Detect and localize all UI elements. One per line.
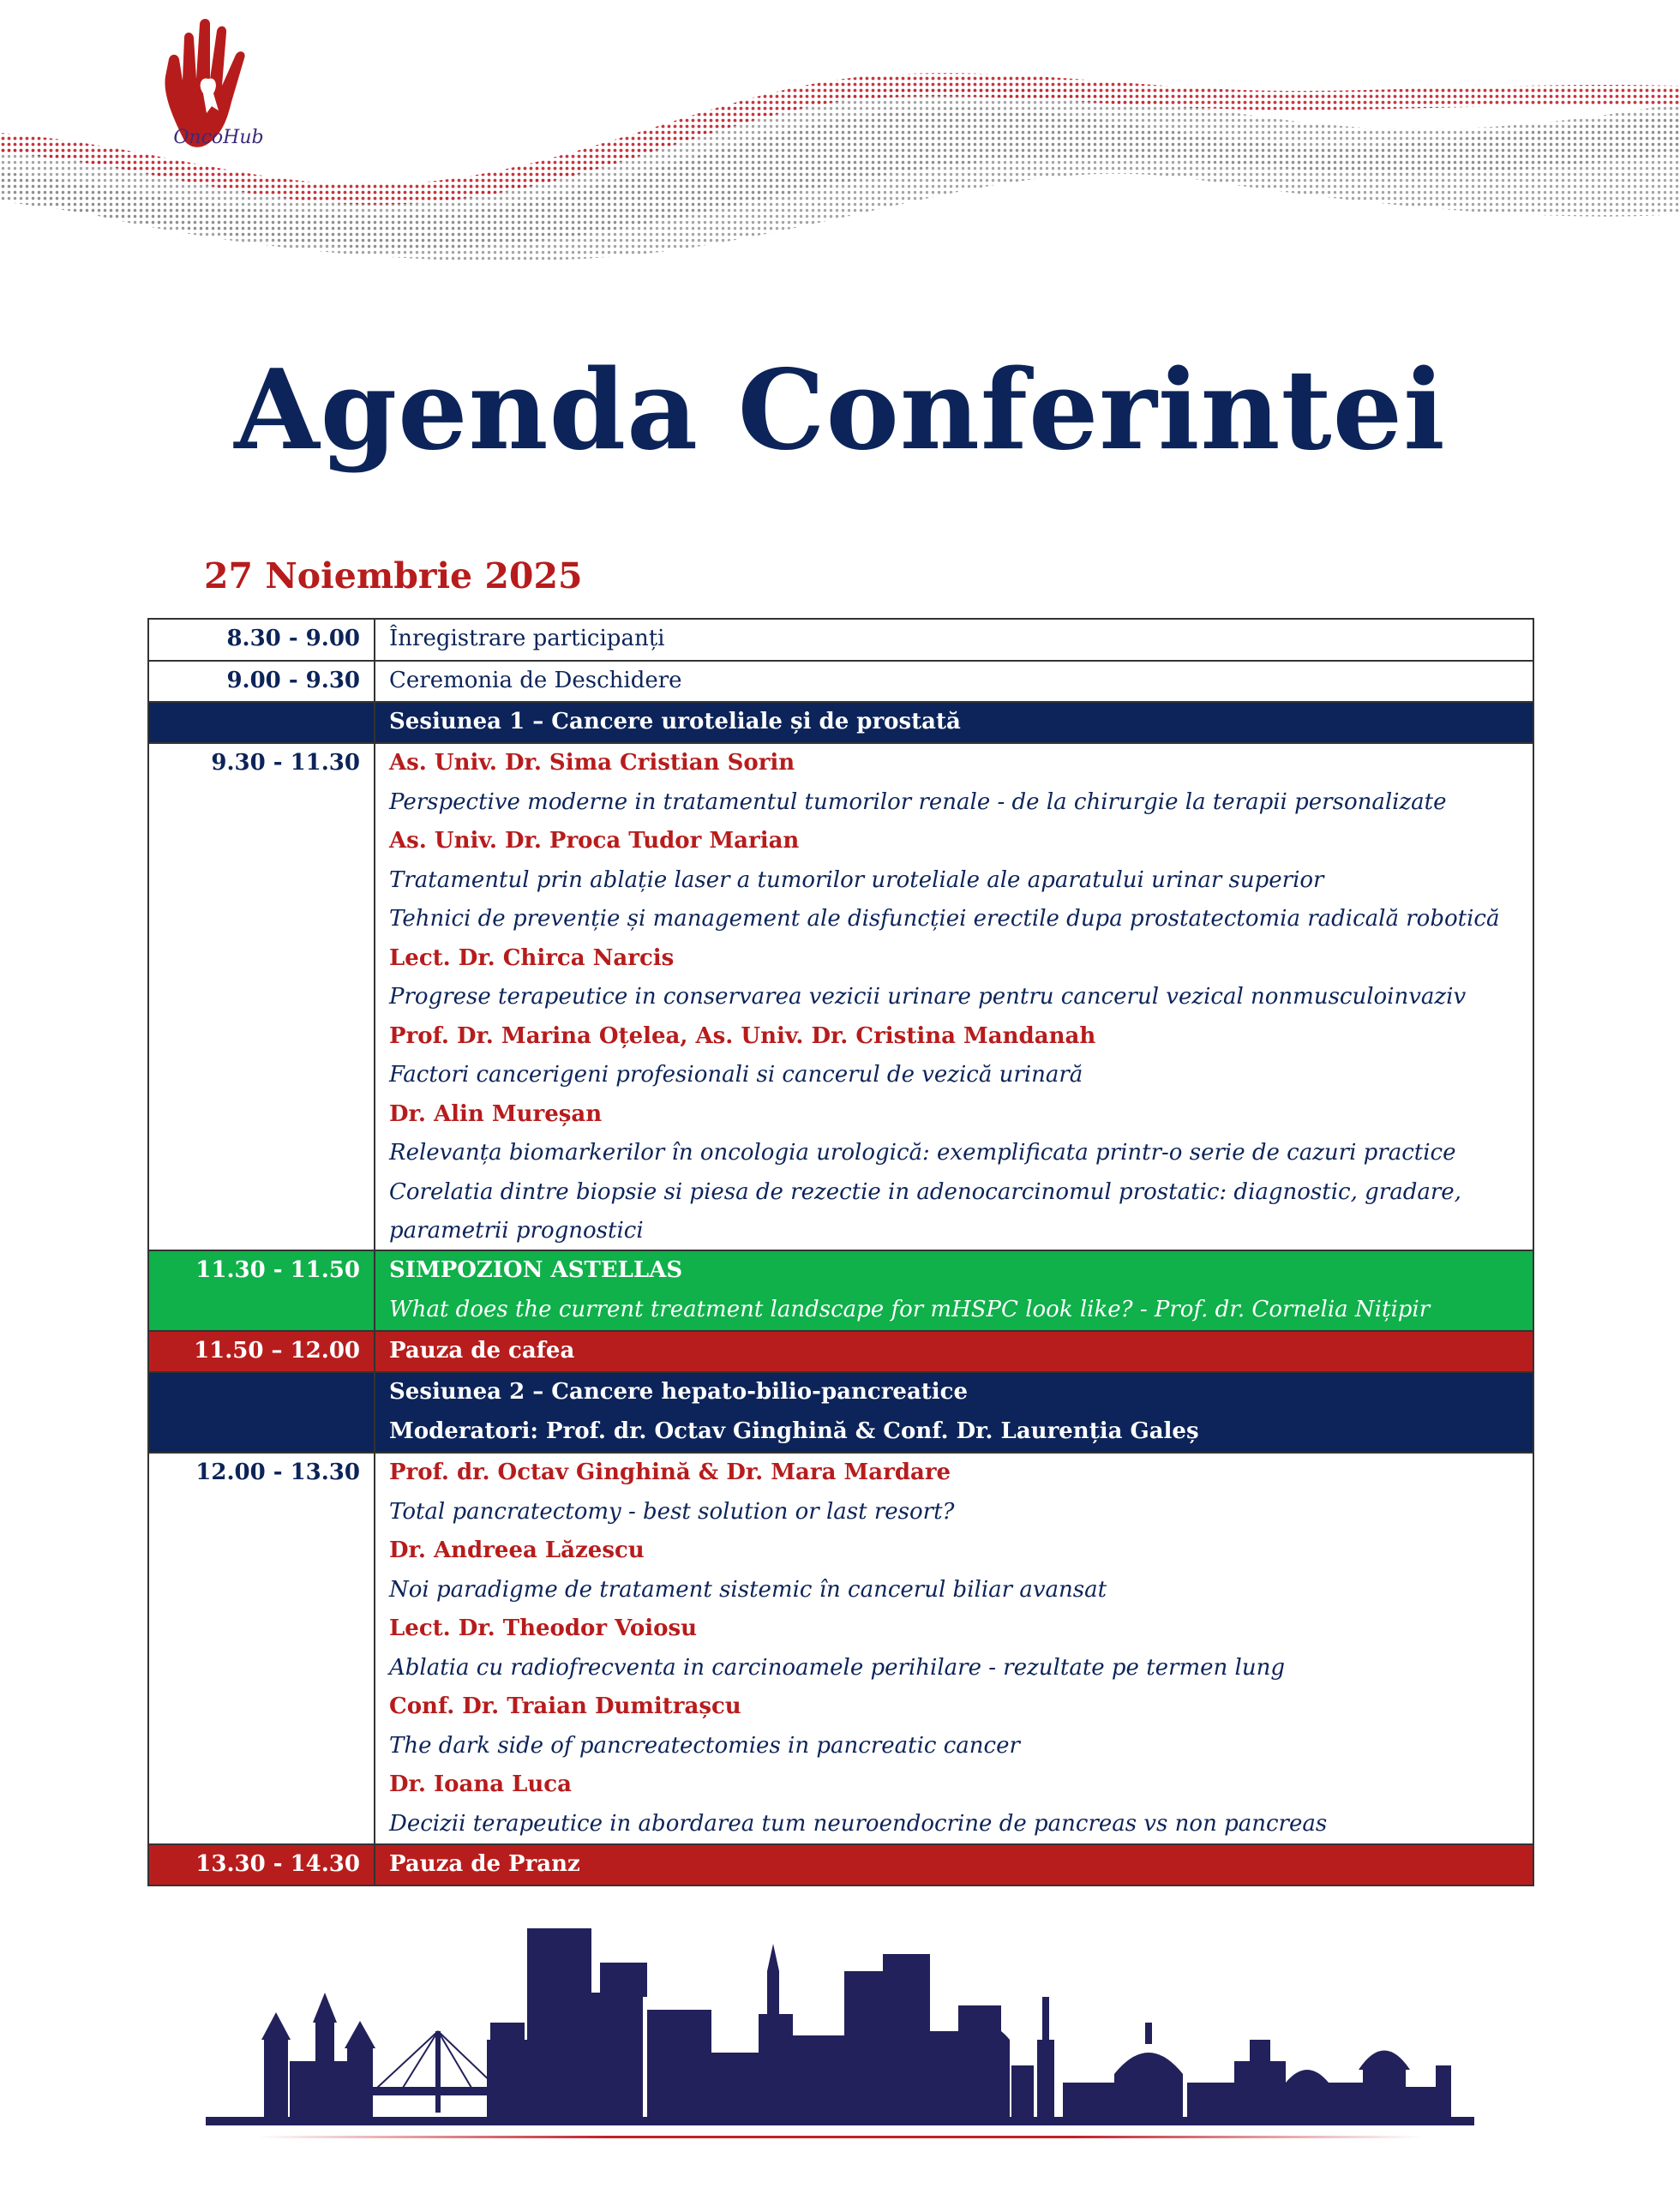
row-time: 11.30 - 11.50 [149,1251,375,1330]
session-2-header [149,1373,1533,1454]
agenda-row-session-1-talks [149,744,1533,1251]
session-1-header [149,703,1533,744]
talk-title: Decizii terapeutice in abordarea tum neuroendocrine de pancreas vs non pancreas [389,1810,1328,1837]
symposium-subtitle: What does the current treatment landscape for mHSPC look like? - Prof. dr. Cornelia Nițipir [389,1296,1431,1322]
agenda-row-session-2-talks [149,1454,1533,1845]
speaker-name: Prof. dr. Octav Ginghină & Dr. Mara Mardare [389,1460,951,1485]
agenda-row-opening [149,662,1533,703]
speaker-name: Lect. Dr. Theodor Voiosu [389,1616,698,1641]
row-time: 9.30 - 11.30 [149,744,375,1250]
talk-title: Perspective moderne in tratamentul tumorilor renale - de la chirurgie la terapii personalizate [389,788,1447,815]
row-text: Pauza de Pranz [389,1851,580,1877]
agenda-row-symposium [149,1251,1533,1332]
row-time: 11.50 – 12.00 [149,1332,375,1371]
talk-title: Tehnici de prevenție și management ale disfuncției erectile dupa prostatectomia radicală robotică [389,906,1500,932]
speaker-name: As. Univ. Dr. Proca Tudor Marian [389,828,800,854]
speaker-name: Dr. Ioana Luca [389,1771,572,1797]
agenda-table [147,618,1534,1886]
talk-title: Total pancratectomy - best solution or last resort? [389,1498,955,1525]
row-time: 13.30 - 14.30 [149,1845,375,1885]
talk-title: The dark side of pancreatectomies in pancreatic cancer [389,1732,1020,1759]
agenda-row-lunch-break [149,1845,1533,1885]
agenda-row-coffee-break [149,1332,1533,1373]
session-title: Sesiunea 1 – Cancere uroteliale și de prostată [389,709,961,734]
row-text: Înregistrare participanți [389,626,665,651]
agenda-row-registration [149,620,1533,662]
conference-date: 27 Noiembrie 2025 [204,555,583,596]
row-time: 8.30 - 9.00 [149,620,375,660]
talk-title: Relevanța biomarkerilor în oncologia urologică: exemplificata printr-o serie de cazuri practice [389,1140,1456,1166]
speaker-name: As. Univ. Dr. Sima Cristian Sorin [389,750,795,776]
row-time: 12.00 - 13.30 [149,1454,375,1843]
speaker-name: Dr. Andreea Lăzescu [389,1538,645,1563]
speaker-name: Lect. Dr. Chirca Narcis [389,944,675,971]
row-text: Pauza de cafea [389,1338,575,1364]
page-title: Agenda Conferintei [234,346,1446,475]
talk-title: Factori cancerigeni profesionali si cancerul de vezică urinară [389,1062,1083,1088]
session-title: Sesiunea 2 – Cancere hepato-bilio-pancreatice [389,1379,969,1405]
row-text: Ceremonia de Deschidere [389,668,682,693]
speaker-name: Dr. Alin Mureșan [389,1100,603,1127]
speaker-name: Prof. Dr. Marina Oțelea, As. Univ. Dr. Cristina Mandanah [389,1022,1096,1049]
row-time: 9.00 - 9.30 [149,662,375,701]
speaker-name: Conf. Dr. Traian Dumitrașcu [389,1693,741,1719]
talk-title: Corelatia dintre biopsie si piesa de rezectie in adenocarcinomul prostatic: diagnostic, gradare, parametrii prognostici [389,1178,1461,1244]
city-skyline-illustration [0,1911,1680,2194]
talk-title: Progrese terapeutice in conservarea vezicii urinare pentru cancerul vezical nonmusculoinvaziv [389,984,1467,1010]
talk-title: Noi paradigme de tratament sistemic în cancerul biliar avansat [389,1576,1107,1603]
symposium-title: SIMPOZION ASTELLAS [389,1257,683,1283]
logo-text: OncoHub [173,127,264,148]
talk-title: Ablatia cu radiofrecventa in carcinoamele perihilare - rezultate pe termen lung [389,1654,1285,1681]
session-moderators: Moderatori: Prof. dr. Octav Ginghină & Conf. Dr. Laurenția Galeș [389,1418,1199,1444]
talk-title: Tratamentul prin ablație laser a tumorilor uroteliale ale aparatului urinar superior [389,866,1324,893]
